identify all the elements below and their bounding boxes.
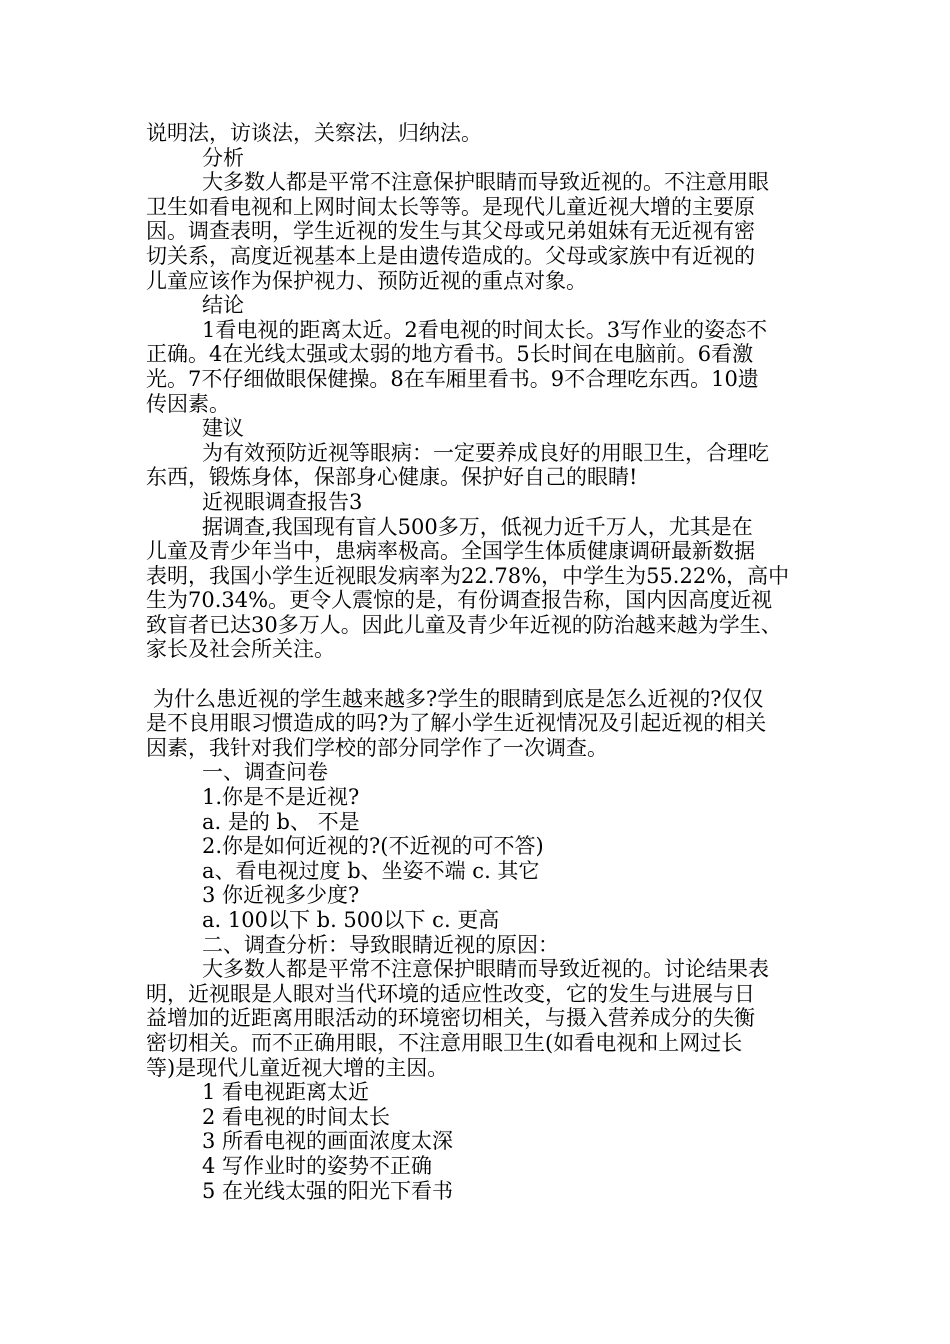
text-line: 东西，锻炼身体，保部身心健康。保护好自己的眼睛! xyxy=(146,465,638,490)
text-line: 传因素。 xyxy=(146,391,230,416)
text-line: 切关系，高度近视基本上是由遗传造成的。父母或家族中有近视的 xyxy=(146,243,755,268)
text-line: 儿童应该作为保护视力、预防近视的重点对象。 xyxy=(146,268,587,293)
text-line: 2.你是如何近视的?(不近视的可不答) xyxy=(202,834,544,859)
text-line: 为有效预防近视等眼病：一定要养成良好的用眼卫生，合理吃 xyxy=(202,440,769,465)
text-line: 家长及社会所关注。 xyxy=(146,637,335,662)
text-line: 儿童及青少年当中，患病率极高。全国学生体质健康调研最新数据 xyxy=(146,539,755,564)
text-line: 5 在光线太强的阳光下看书 xyxy=(202,1178,454,1203)
text-line: 表明，我国小学生近视眼发病率为22.78%，中学生为55.22%，高中 xyxy=(146,563,790,588)
text-line: 1看电视的距离太近。2看电视的时间太长。3写作业的姿态不 xyxy=(202,317,768,342)
text-line: 1 看电视距离太近 xyxy=(202,1080,370,1105)
text-line: 大多数人都是平常不注意保护眼睛而导致近视的。讨论结果表 xyxy=(202,957,769,982)
text-line: 4 写作业时的姿势不正确 xyxy=(202,1153,433,1178)
text-line: 为什么患近视的学生越来越多?学生的眼睛到底是怎么近视的?仅仅 xyxy=(153,686,764,711)
text-line: 一、调查问卷 xyxy=(202,760,328,785)
text-line: a、看电视过度 b、坐姿不端 c. 其它 xyxy=(202,858,540,883)
text-line: 二、调查分析：导致眼睛近视的原因： xyxy=(202,932,559,957)
text-line: 1.你是不是近视? xyxy=(202,785,360,810)
text-line: 益增加的近距离用眼活动的环境密切相关，与摄入营养成分的失衡 xyxy=(146,1006,755,1031)
text-line: 大多数人都是平常不注意保护眼睛而导致近视的。不注意用眼 xyxy=(202,170,769,195)
text-line: 密切相关。而不正确用眼，不注意用眼卫生(如看电视和上网过长 xyxy=(146,1030,743,1055)
text-line: 卫生如看电视和上网时间太长等等。是现代儿童近视大增的主要原 xyxy=(146,194,755,219)
text-line: a. 是的 b、 不是 xyxy=(202,809,360,834)
text-line: 明，近视眼是人眼对当代环境的适应性改变，它的发生与进展与日 xyxy=(146,981,755,1006)
text-line: 因。调查表明，学生近视的发生与其父母或兄弟姐妹有无近视有密 xyxy=(146,219,755,244)
text-line: 结论 xyxy=(202,293,244,318)
text-line: 生为70.34%。更令人震惊的是，有份调查报告称，国内因高度近视 xyxy=(146,588,773,613)
text-line: 2 看电视的时间太长 xyxy=(202,1104,391,1129)
text-line: 等)是现代儿童近视大增的主因。 xyxy=(146,1055,449,1080)
text-line: 据调查,我国现有盲人500多万，低视力近千万人，尤其是在 xyxy=(202,514,753,539)
text-line: 光。7不仔细做眼保健操。8在车厢里看书。9不合理吃东西。10遗 xyxy=(146,366,759,391)
text-line: 建议 xyxy=(202,416,244,441)
text-line: 分析 xyxy=(202,145,244,170)
text-line: 因素，我针对我们学校的部分同学作了一次调查。 xyxy=(146,735,608,760)
text-line: 正确。4在光线太强或太弱的地方看书。5长时间在电脑前。6看激 xyxy=(146,342,754,367)
text-line: 3 你近视多少度? xyxy=(202,883,360,908)
blank-line xyxy=(146,662,816,687)
text-line: 3 所看电视的画面浓度太深 xyxy=(202,1129,454,1154)
text-line: a. 100以下 b. 500以下 c. 更高 xyxy=(202,908,500,932)
text-line: 说明法，访谈法，关察法，归纳法。 xyxy=(146,121,482,145)
document-page xyxy=(146,121,816,1203)
text-line: 近视眼调查报告3 xyxy=(202,489,363,514)
text-line: 致盲者已达30多万人。因此儿童及青少年近视的防治越来越为学生、 xyxy=(146,612,782,637)
text-line: 是不良用眼习惯造成的吗?为了解小学生近视情况及引起近视的相关 xyxy=(146,711,767,736)
